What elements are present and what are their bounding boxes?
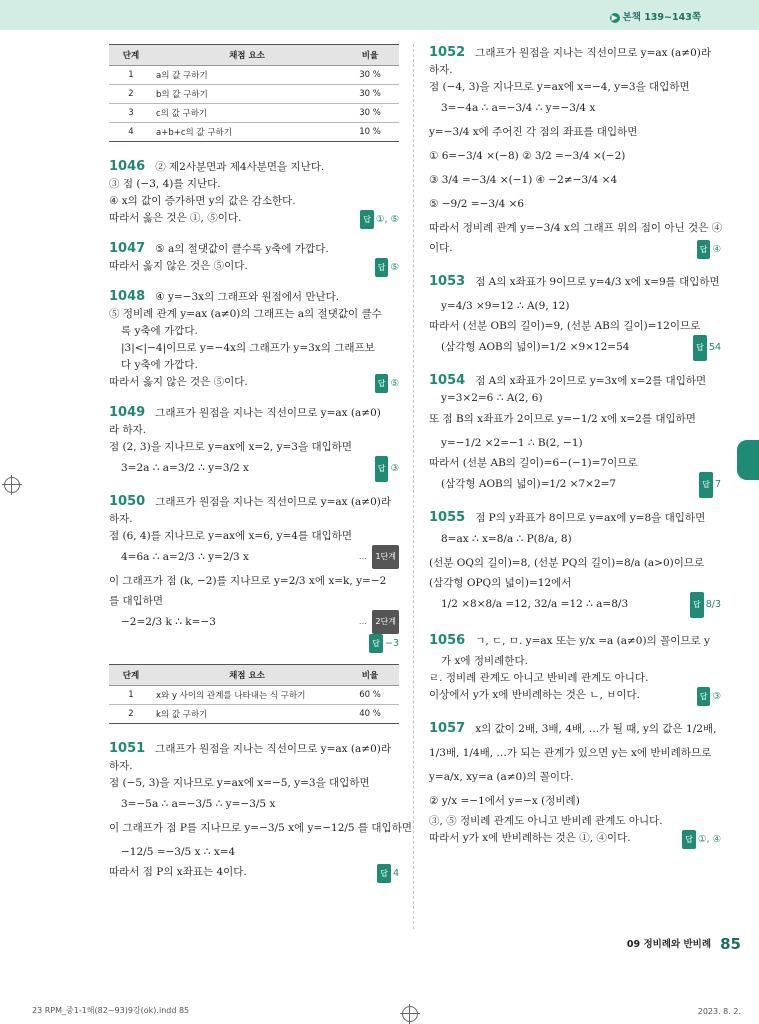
table-row xyxy=(109,686,399,705)
text-line: 이상에서 y가 x에 반비례하는 것은 ㄴ, ㅂ이다. xyxy=(429,689,640,701)
answer xyxy=(697,240,721,259)
text-line: ④ y=−3x의 그래프와 원점에서 만난다. xyxy=(155,291,340,303)
text-line: |3|<|−4|이므로 y=−4x의 그래프가 y=3x의 그래프보 xyxy=(121,342,375,354)
answer-icon: 답 xyxy=(375,456,389,482)
text-line: 라 하자. xyxy=(109,424,147,436)
answer-value: 4 xyxy=(392,868,399,879)
text-line: y=−1/2 ×2=−1 ∴ B(2, −1) xyxy=(441,437,583,449)
answer xyxy=(690,592,721,618)
text-line: ② 제2사분면과 제4사분면을 지난다. xyxy=(155,161,325,173)
text-line: ④ x의 값이 증가하면 y의 값은 감소한다. xyxy=(109,195,296,207)
answer-value: ⑤ xyxy=(390,378,399,389)
problem-number: 1057 xyxy=(429,721,466,736)
problem-number: 1052 xyxy=(429,45,466,60)
text-line: 다 y축에 가깝다. xyxy=(121,359,198,371)
answer-icon: 답 xyxy=(697,240,711,259)
answer-value: 54 xyxy=(708,342,721,353)
table-cell: x와 y 사이의 관계를 나타내는 식 구하기 xyxy=(153,686,341,705)
chapter-title: 09 정비례와 반비례 xyxy=(626,939,711,950)
text-line: 하자. xyxy=(429,64,453,76)
text-line: 따라서 옳지 않은 것은 ⑤이다. xyxy=(109,260,248,272)
text-line: (삼각형 AOB의 넓이)=1/2 ×7×2=7 xyxy=(441,478,617,490)
table-row xyxy=(109,705,399,724)
answer-icon: 답 xyxy=(693,335,707,361)
answer xyxy=(699,472,721,498)
table-header: 비율 xyxy=(341,45,399,66)
text-line: 점 A의 x좌표가 2이므로 y=3x에 x=2를 대입하면 xyxy=(475,375,707,387)
text-line: 따라서 점 P의 x좌표는 4이다. xyxy=(109,866,247,878)
answer-icon: 답 xyxy=(697,687,711,706)
text-line: y=a/x, xy=a (a≠0)의 꼴이다. xyxy=(429,771,574,783)
table-cell: 1 xyxy=(109,66,153,85)
text-line: ② y/x =−1에서 y=−x (정비례) xyxy=(429,795,580,807)
scoring-table-top xyxy=(109,44,399,142)
text-line: 점 (−4, 3)을 지나므로 y=ax에 x=−4, y=3을 대입하면 xyxy=(429,81,690,93)
problem-1048 xyxy=(109,288,399,391)
text-line: ㄹ. 정비례 관계도 아니고 반비례 관계도 아니다. xyxy=(429,672,649,684)
text-line: 그래프가 원점을 지나는 직선이므로 y=ax (a≠0) xyxy=(155,407,381,419)
text-line: 따라서 옳은 것은 ①, ⑤이다. xyxy=(109,212,242,224)
table-cell: 2 xyxy=(109,85,153,104)
text-line: 록 y축에 가깝다. xyxy=(121,325,198,337)
text-line: 따라서 (선분 OB의 길이)=9, (선분 AB의 길이)=12이므로 xyxy=(429,320,701,332)
answer xyxy=(377,864,399,883)
text-line: 이 그래프가 점 (k, −2)를 지나므로 y=2/3 x에 x=k, y=−2 xyxy=(109,575,387,587)
text-line: x의 값이 2배, 3배, 4배, …가 될 때, y의 값은 1/2배, xyxy=(475,723,717,735)
problem-number: 1048 xyxy=(109,289,146,304)
table-header: 비율 xyxy=(341,665,399,686)
problem-number: 1053 xyxy=(429,274,466,289)
answer-icon: 답 xyxy=(699,472,713,498)
table-row xyxy=(109,104,399,123)
page-number: 85 xyxy=(720,935,741,953)
text-line: 그래프가 원점을 지나는 직선이므로 y=ax (a≠0)라 xyxy=(155,743,392,755)
text-line: (삼각형 AOB의 넓이)=1/2 ×9×12=54 xyxy=(441,341,630,353)
answer xyxy=(369,634,399,653)
text-line: 를 대입하면 xyxy=(109,595,164,607)
problem-1052 xyxy=(429,44,721,257)
text-line: ③ 3/4 =−3/4 ×(−1) ④ −2≠−3/4 ×4 xyxy=(429,174,618,186)
table-row xyxy=(109,66,399,85)
text-line: 3=−4a ∴ a=−3/4 ∴ y=−3/4 x xyxy=(441,102,596,114)
text-line: −12/5 =−3/5 x ∴ x=4 xyxy=(121,846,236,858)
answer-value: 7 xyxy=(714,479,721,490)
problem-number: 1046 xyxy=(109,159,146,174)
step-marker: … 1단계 xyxy=(359,545,399,569)
text-line: 3=−5a ∴ a=−3/5 ∴ y=−3/5 x xyxy=(121,798,276,810)
problem-1046 xyxy=(109,158,399,227)
problem-number: 1051 xyxy=(109,741,146,756)
problem-1051 xyxy=(109,740,412,881)
problem-1056 xyxy=(429,629,721,704)
table-cell: a+b+c의 값 구하기 xyxy=(153,123,341,142)
answer-value: ①, ⑤ xyxy=(375,214,399,225)
text-line: ③ 점 (−3, 4)를 지난다. xyxy=(109,178,221,190)
text-line: y=4/3 ×9=12 ∴ A(9, 12) xyxy=(441,300,570,312)
table-cell: c의 값 구하기 xyxy=(153,104,341,123)
table-cell: 30 % xyxy=(341,66,399,85)
problem-number: 1056 xyxy=(429,633,466,648)
table-cell: 4 xyxy=(109,123,153,142)
text-line: 따라서 y가 x에 반비례하는 것은 ①, ④이다. xyxy=(429,832,631,844)
text-line: ① 6=−3/4 ×(−8) ② 3/2 =−3/4 ×(−2) xyxy=(429,150,626,162)
answer-value: ③ xyxy=(712,691,721,702)
text-line: 그래프가 원점을 지나는 직선이므로 y=ax (a≠0)라 xyxy=(475,47,712,59)
scoring-table-mid xyxy=(109,664,399,724)
text-line: 따라서 정비례 관계 y=−3/4 x의 그래프 위의 점이 아닌 것은 ④ xyxy=(429,222,723,234)
text-line: ⑤ a의 절댓값이 클수록 y축에 가깝다. xyxy=(155,243,329,255)
answer xyxy=(693,335,721,361)
text-line: 그래프가 원점을 지나는 직선이므로 y=ax (a≠0)라 xyxy=(155,496,392,508)
text-line: 가 x에 정비례한다. xyxy=(441,655,528,667)
text-line: 또 점 B의 x좌표가 2이므로 y=−1/2 x에 x=2를 대입하면 xyxy=(429,413,696,425)
table-header: 단계 xyxy=(109,665,153,686)
answer-icon: 답 xyxy=(375,258,389,277)
problem-1055 xyxy=(429,509,721,616)
problem-1053 xyxy=(429,270,721,359)
table-cell: 3 xyxy=(109,104,153,123)
answer-icon: 답 xyxy=(682,830,696,849)
text-line: 점 (2, 3)을 지나므로 y=ax에 x=2, y=3을 대입하면 xyxy=(109,441,353,453)
step-label: 1단계 xyxy=(372,545,399,569)
table-row xyxy=(109,123,399,142)
problem-1050 xyxy=(109,493,399,651)
table-header: 채점 요소 xyxy=(153,665,341,686)
text-line: 점 (−5, 3)을 지나므로 y=ax에 x=−5, y=3을 대입하면 xyxy=(109,777,370,789)
table-cell: b의 값 구하기 xyxy=(153,85,341,104)
step-label: 2단계 xyxy=(372,610,399,634)
text-line: 따라서 옳지 않은 것은 ⑤이다. xyxy=(109,376,248,388)
table-cell: 60 % xyxy=(341,686,399,705)
reference-text: 본책 139~143쪽 xyxy=(622,12,701,23)
answer xyxy=(682,830,721,849)
table-cell: 2 xyxy=(109,705,153,724)
table-header: 채점 요소 xyxy=(153,45,341,66)
problem-number: 1054 xyxy=(429,373,466,388)
answer-icon: 답 xyxy=(377,864,391,883)
answer-value: −3 xyxy=(384,638,399,649)
table-header: 단계 xyxy=(109,45,153,66)
table-row xyxy=(109,85,399,104)
text-line: 1/2 ×8×8/a =12, 32/a =12 ∴ a=8/3 xyxy=(441,598,629,610)
text-line: 점 (6, 4)를 지나므로 y=ax에 x=6, y=4를 대입하면 xyxy=(109,530,353,542)
arrow-icon: ▶ xyxy=(611,12,618,22)
text-line: y=3×2=6 ∴ A(2, 6) xyxy=(441,392,543,404)
file-name: 23 RPM_중1-1해(82~93)9강(ok).indd 85 xyxy=(32,1006,190,1015)
problem-number: 1050 xyxy=(109,494,146,509)
column-divider xyxy=(413,44,414,929)
text-line: ㄱ, ㄷ, ㅁ. y=ax 또는 y/x =a (a≠0)의 꼴이므로 y xyxy=(475,635,710,647)
answer-icon: 답 xyxy=(360,210,374,229)
text-line: 4=6a ∴ a=2/3 ∴ y=2/3 x xyxy=(121,551,249,563)
text-line: (선분 OQ의 길이)=8, (선분 PQ의 길이)=8/a (a>0)이므로 xyxy=(429,557,705,569)
text-line: 하자. xyxy=(109,513,133,525)
step-marker: … 2단계 xyxy=(359,610,399,634)
text-line: 3=2a ∴ a=3/2 ∴ y=3/2 x xyxy=(121,462,249,474)
registration-mark-icon xyxy=(4,477,20,493)
table-header-row xyxy=(109,45,399,66)
side-label xyxy=(743,490,755,550)
text-line: 점 A의 x좌표가 9이므로 y=4/3 x에 x=9를 대입하면 xyxy=(475,276,720,288)
answer-icon: 답 xyxy=(369,634,383,653)
answer-icon: 답 xyxy=(690,592,704,618)
problem-1047 xyxy=(109,240,399,275)
page-reference xyxy=(610,9,701,23)
answer-value: ③ xyxy=(390,463,399,474)
text-line: 8=ax ∴ x=8/a ∴ P(8/a, 8) xyxy=(441,533,572,545)
text-line: ⑤ 정비례 관계 y=ax (a≠0)의 그래프는 a의 절댓값이 클수 xyxy=(109,308,382,320)
answer xyxy=(375,456,399,482)
table-cell: 40 % xyxy=(341,705,399,724)
text-line: 이 그래프가 점 P를 지나므로 y=−3/5 x에 y=−12/5 를 대입하면 xyxy=(109,822,412,834)
print-date: 2023. 8. 2. xyxy=(697,1007,741,1016)
answer xyxy=(375,374,399,393)
problem-number: 1055 xyxy=(429,510,466,525)
table-cell: 10 % xyxy=(341,123,399,142)
footer xyxy=(0,988,759,1024)
text-line: 하자. xyxy=(109,760,133,772)
answer xyxy=(360,210,399,229)
text-line: y=−3/4 x에 주어진 각 점의 좌표를 대입하면 xyxy=(429,126,638,138)
text-line: ③, ⑤ 정비례 관계도 아니고 반비례 관계도 아니다. xyxy=(429,815,663,827)
answer xyxy=(697,687,721,706)
right-column xyxy=(429,44,721,860)
answer-value: ④ xyxy=(712,244,721,255)
text-line: 따라서 (선분 AB의 길이)=6−(−1)=7이므로 xyxy=(429,457,638,469)
problem-number: 1049 xyxy=(109,405,146,420)
chapter-tab xyxy=(737,440,759,480)
text-line: −2=2/3 k ∴ k=−3 xyxy=(121,616,216,628)
answer-value: ⑤ xyxy=(390,262,399,273)
table-cell: 1 xyxy=(109,686,153,705)
table-cell: 30 % xyxy=(341,104,399,123)
problem-1057 xyxy=(429,717,721,847)
answer-icon: 답 xyxy=(375,374,389,393)
text-line: 1/3배, 1/4배, …가 되는 관계가 있으면 y는 x에 반비례하므로 xyxy=(429,747,712,759)
text-line: 점 P의 y좌표가 8이므로 y=ax에 y=8을 대입하면 xyxy=(475,512,706,524)
answer-value: ①, ④ xyxy=(697,834,721,845)
top-banner xyxy=(0,0,759,30)
problem-1049 xyxy=(109,404,399,480)
table-cell: k의 값 구하기 xyxy=(153,705,341,724)
text-line: ⑤ −9/2 =−3/4 ×6 xyxy=(429,198,525,210)
table-cell: a의 값 구하기 xyxy=(153,66,341,85)
table-cell: 30 % xyxy=(341,85,399,104)
problem-number: 1047 xyxy=(109,241,146,256)
table-header-row xyxy=(109,665,399,686)
problem-1054 xyxy=(429,372,721,496)
answer xyxy=(375,258,399,277)
left-column xyxy=(109,44,412,894)
answer-value: 8/3 xyxy=(705,599,721,610)
text-line: 이다. xyxy=(429,242,453,254)
text-line: (삼각형 OPQ의 넓이)=12에서 xyxy=(429,577,572,589)
